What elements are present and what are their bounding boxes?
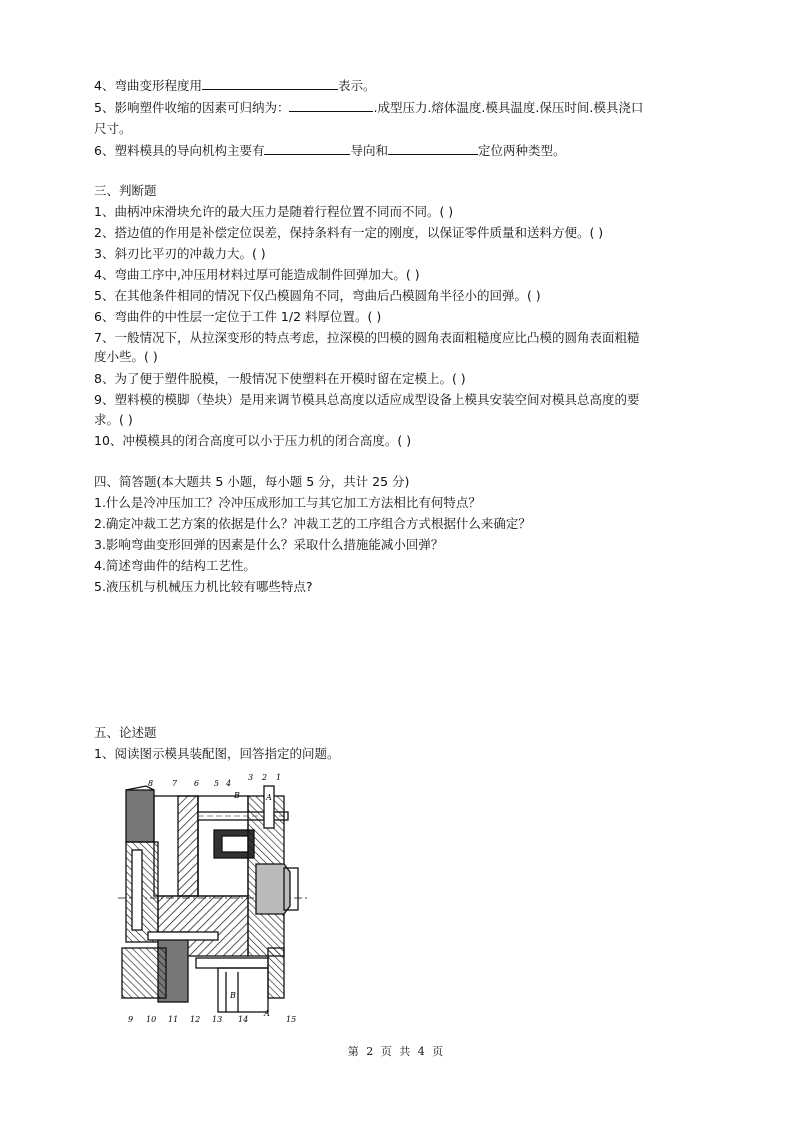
figure-label: 4 (226, 779, 232, 788)
section3-title: 三、判断题 (94, 183, 157, 198)
figure-label: 5 (214, 779, 220, 788)
figure-label: 10 (146, 1015, 157, 1024)
judge-item: 7、一般情况下，从拉深变形的特点考虑，拉深模的凹模的圆角表面粗糙度应比凸模的圆角表面粗糙 (94, 330, 640, 345)
judge-item: 9、塑料模的模脚（垫块）是用来调节模具总高度以适应成型设备上模具安装空间对模具总高度的要 (94, 392, 640, 407)
judge-item: 1、曲柄冲床滑块允许的最大压力是随着行程位置不同而不同。( ) (94, 204, 454, 219)
figure-label: 3 (248, 773, 254, 782)
judge-item: 10、冲模模具的闭合高度可以小于压力机的闭合高度。( ) (94, 433, 412, 448)
figure-label: 7 (172, 779, 178, 788)
short-answer-item: 5.液压机与机械压力机比较有哪些特点? (94, 579, 313, 594)
q6-text: 6、塑料模具的导向机构主要有 (94, 143, 265, 158)
section-mark: A (264, 1009, 270, 1018)
short-answer-item: 1.什么是冷冲压加工？冷冲压成形加工与其它加工方法相比有何特点？ (94, 495, 481, 510)
section-mark: B (234, 791, 240, 800)
figure-label: 12 (190, 1015, 201, 1024)
judge-item: 8、为了便于塑件脱模，一般情况下使塑料在开模时留在定模上。( ) (94, 371, 466, 386)
fill-blank-q5-cont: 尺寸。 (94, 121, 132, 136)
q5-text: 5、影响塑件收缩的因素可归纳为： (94, 100, 290, 115)
figure-label: 15 (286, 1015, 297, 1024)
figure-label: 1 (276, 773, 282, 782)
answer-blank[interactable] (202, 76, 338, 90)
figure-label: 14 (238, 1015, 249, 1024)
page-footer: 第 2 页 共 4 页 (347, 1045, 446, 1058)
q4-text-end: 表示。 (337, 78, 376, 93)
answer-blank[interactable] (289, 98, 373, 112)
fill-blank-q6 (94, 141, 566, 160)
q4-text: 4、弯曲变形程度用 (94, 78, 202, 93)
judge-item-cont: 求。( ) (94, 412, 133, 427)
section-mark: A (266, 793, 272, 802)
mold-assembly-figure (118, 772, 308, 1027)
judge-item: 6、弯曲件的中性层一定位于工件 1/2 料厚位置。( ) (94, 309, 382, 324)
figure-label: 8 (148, 779, 154, 788)
judge-item: 3、斜刃比平刃的冲裁力大。( ) (94, 246, 266, 261)
essay-item: 1、阅读图示模具装配图，回答指定的问题。 (94, 746, 340, 761)
judge-item: 2、搭边值的作用是补偿定位误差，保持条料有一定的刚度，以保证零件质量和送料方便。( ) (94, 225, 604, 240)
figure-label: 13 (212, 1015, 223, 1024)
fill-blank-q4 (94, 76, 375, 95)
section4-title: 四、简答题(本大题共 5 小题，每小题 5 分，共计 25 分) (94, 474, 410, 489)
section-mark: B (230, 991, 236, 1000)
figure-label: 11 (168, 1015, 179, 1024)
figure-label: 6 (194, 779, 200, 788)
judge-item: 4、弯曲工序中,冲压用材料过厚可能造成制件回弹加大。( ) (94, 267, 420, 282)
q6-text-mid: 导向和 (350, 143, 388, 158)
answer-blank[interactable] (264, 141, 350, 155)
judge-item: 5、在其他条件相同的情况下仅凸模圆角不同，弯曲后凸模圆角半径小的回弹。( ) (94, 288, 541, 303)
judge-item-cont: 度小些。( ) (94, 349, 158, 364)
section5-title: 五、论述题 (94, 725, 157, 740)
short-answer-item: 2.确定冲裁工艺方案的依据是什么？冲裁工艺的工序组合方式根据什么来确定？ (94, 516, 531, 531)
short-answer-item: 4.简述弯曲件的结构工艺性。 (94, 558, 256, 573)
figure-label: 2 (262, 773, 268, 782)
answer-blank[interactable] (388, 141, 478, 155)
short-answer-item: 3.影响弯曲变形回弹的因素是什么？采取什么措施能减小回弹？ (94, 537, 444, 552)
figure-label: 9 (128, 1015, 134, 1024)
fill-blank-q5 (94, 98, 643, 117)
q5-text-end: .成型压力.熔体温度.模具温度.保压时间.模具浇口 (373, 100, 644, 115)
q6-text-end: 定位两种类型。 (477, 143, 566, 158)
